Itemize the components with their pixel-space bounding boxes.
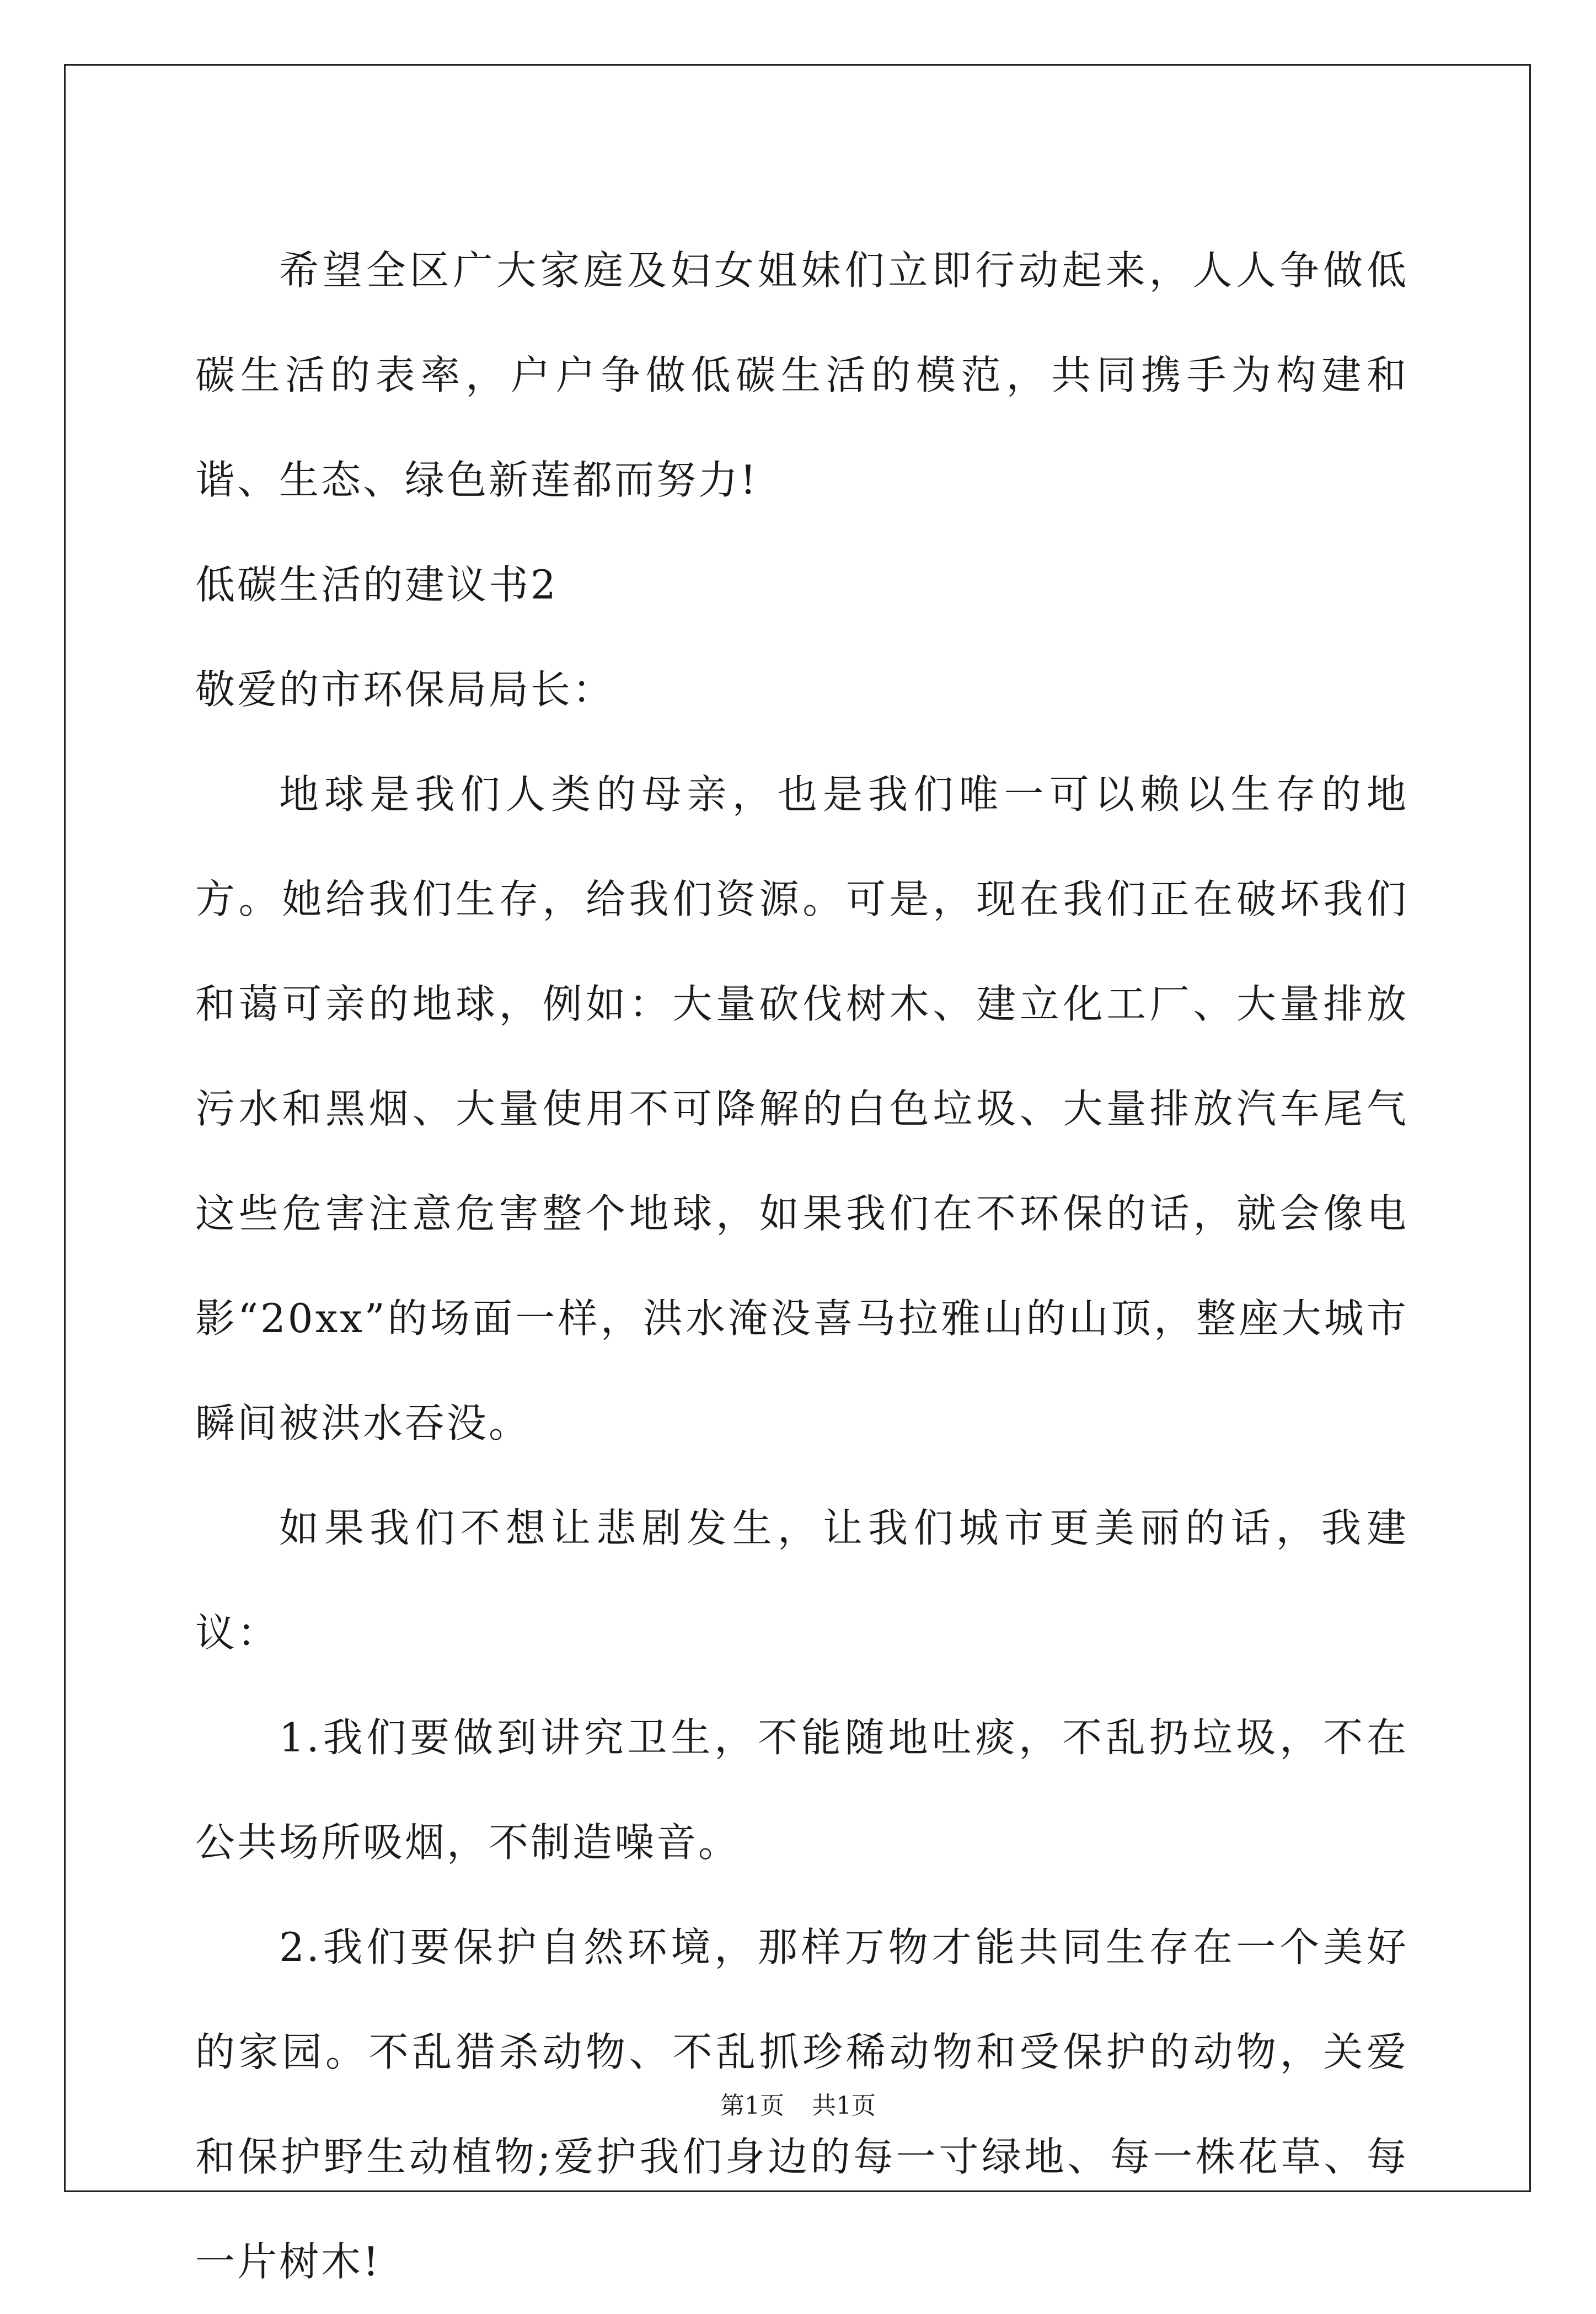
page-number: 第1页 (720, 2092, 784, 2120)
document-body (195, 218, 1408, 2314)
section-title: 低碳生活的建议书2 (195, 562, 558, 608)
proposal-item-1: 1.我们要做到讲究卫生，不能随地吐痰，不乱扔垃圾，不在公共场所吸烟，不制造噪音。 (195, 1714, 1408, 1866)
paragraph-earth: 地球是我们人类的母亲，也是我们唯一可以赖以生存的地方。她给我们生存，给我们资源。可是，现在我们正在破坏我们和蔼可亲的地球，例如：大量砍伐树木、建立化工厂、大量排放污水和黑烟、大量使用不可降解的白色垃圾、大量排放汽车尾气这些危害注意危害整个地球，如果我们在不环保的话，就会像电影“20xx”的场面一样，洪水淹没喜马拉雅山的山顶，整座大城市瞬间被洪水吞没。 (195, 771, 1408, 1446)
paragraph-appeal: 希望全区广大家庭及妇女姐妹们立即行动起来，人人争做低碳生活的表率，户户争做低碳生活的模范，共同携手为构建和谐、生态、绿色新莲都而努力! (195, 247, 1408, 503)
page-footer (0, 2089, 1596, 2123)
page-total: 共1页 (812, 2092, 876, 2120)
salutation: 敬爱的市环保局局长： (195, 666, 615, 713)
paragraph-proposal-intro: 如果我们不想让悲剧发生，让我们城市更美丽的话，我建议： (195, 1505, 1408, 1656)
proposal-item-2: 2.我们要保护自然环境，那样万物才能共同生存在一个美好的家园。不乱猎杀动物、不乱抓珍稀动物和受保护的动物，关爱和保护野生动植物;爱护我们身边的每一寸绿地、每一株花草、每一片树木! (195, 1924, 1408, 2285)
